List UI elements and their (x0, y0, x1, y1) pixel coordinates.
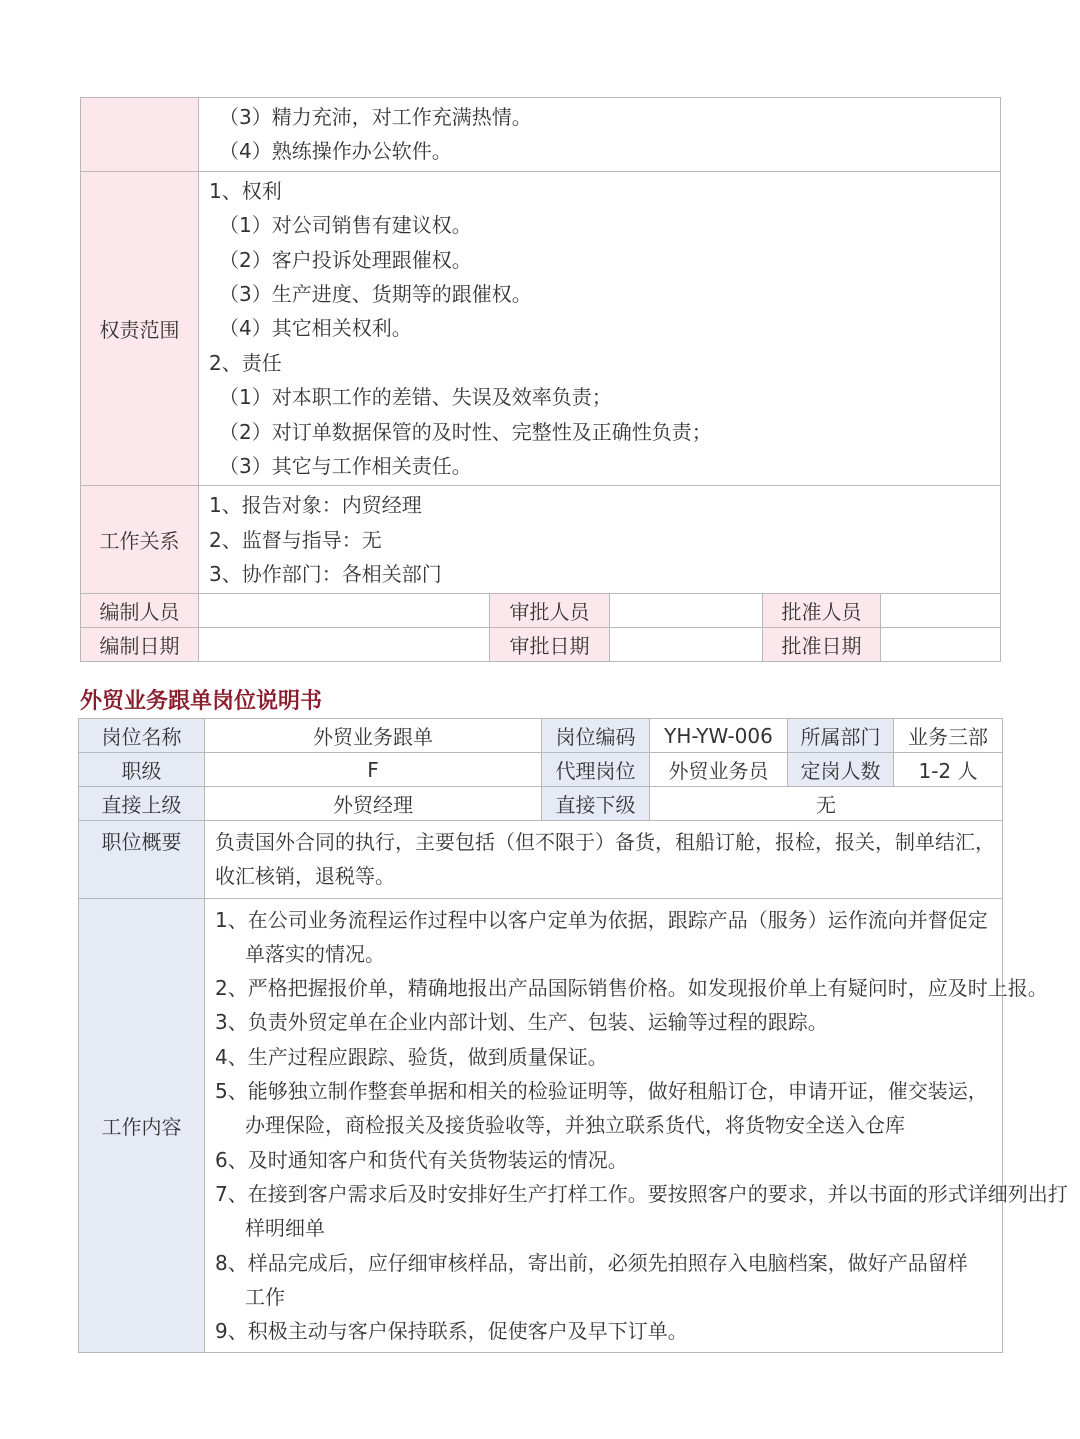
authority-line: （3）生产进度、货期等的跟催权。 (219, 281, 532, 306)
content-line: 5、能够独立制作整套单据和相关的检验证明等，做好租船订仓，申请开证，催交装运， (215, 1079, 988, 1104)
relations-line: 3、协作部门：各相关部门 (209, 562, 442, 587)
deputy-value: 外贸业务员 (650, 753, 788, 787)
authority-line: （2）对订单数据保管的及时性、完整性及正确性负责； (219, 419, 712, 444)
subordinate-value: 无 (650, 787, 1003, 821)
superior-label: 直接上级 (79, 787, 205, 821)
content-line: 3、负责外贸定单在企业内部计划、生产、包装、运输等过程的跟踪。 (215, 1010, 828, 1035)
authority-line: （3）其它与工作相关责任。 (219, 453, 472, 478)
section-title: 外贸业务跟单岗位说明书 (80, 688, 323, 714)
content-line: 单落实的情况。 (245, 941, 385, 966)
relations-line: 1、报告对象：内贸经理 (209, 493, 422, 518)
content-label: 工作内容 (79, 898, 205, 1353)
qualification-line: （4）熟练操作办公软件。 (219, 139, 452, 164)
qualifications-label-cell (81, 98, 199, 172)
headcount-label: 定岗人数 (788, 753, 894, 787)
headcount-value: 1-2 人 (894, 753, 1003, 787)
grade-value: F (205, 753, 542, 787)
prepared-by-value[interactable] (199, 594, 490, 628)
content-line: 9、积极主动与客户保持联系，促使客户及早下订单。 (215, 1319, 688, 1344)
content-line: 办理保险，商检报关及接货验收等，并独立联系货代，将货物安全送入仓库 (245, 1113, 905, 1138)
authority-line: （2）客户投诉处理跟催权。 (219, 247, 472, 272)
content-line: 7、在接到客户需求后及时安排好生产打样工作。要按照客户的要求，并以书面的形式详细列出打 (215, 1181, 1068, 1206)
authority-line: 2、责任 (209, 350, 282, 375)
prepared-by-label: 编制人员 (81, 594, 199, 628)
summary-line: 负责国外合同的执行，主要包括（但不限于）备货，租船订舱，报检，报关，制单结汇， (215, 830, 995, 854)
prepared-date-value[interactable] (199, 628, 490, 662)
authority-label: 权责范围 (81, 171, 199, 486)
subordinate-label: 直接下级 (542, 787, 650, 821)
content-line: 4、生产过程应跟踪、验货，做到质量保证。 (215, 1044, 608, 1069)
grade-label: 职级 (79, 753, 205, 787)
content-line: 工作 (245, 1284, 285, 1309)
superior-value: 外贸经理 (205, 787, 542, 821)
department-label: 所属部门 (788, 719, 894, 753)
position-name-value: 外贸业务跟单 (205, 719, 542, 753)
approved-date-value[interactable] (881, 628, 1001, 662)
approved-by-label: 批准人员 (763, 594, 881, 628)
reviewed-by-label: 审批人员 (490, 594, 610, 628)
content-body (205, 898, 1068, 1353)
qualifications-tail-cell (199, 98, 1001, 172)
prepared-date-label: 编制日期 (81, 628, 199, 662)
relations-label: 工作关系 (81, 486, 199, 594)
position-code-value: YH-YW-006 (650, 719, 788, 753)
content-line: 8、样品完成后，应仔细审核样品，寄出前，必须先拍照存入电脑档案，做好产品留样 (215, 1250, 968, 1275)
position-code-label: 岗位编码 (542, 719, 650, 753)
summary-line: 收汇核销，退税等。 (215, 864, 395, 889)
summary-content (205, 821, 1003, 899)
authority-line: 1、权利 (209, 178, 282, 203)
reviewed-date-value[interactable] (610, 628, 763, 662)
relations-content (199, 486, 1001, 594)
authority-line: （1）对本职工作的差错、失误及效率负责； (219, 385, 612, 410)
qualification-line: （3）精力充沛，对工作充满热情。 (219, 105, 532, 129)
authority-content (199, 171, 1001, 486)
content-line: 6、及时通知客户和货代有关货物装运的情况。 (215, 1147, 628, 1172)
relations-line: 2、监督与指导：无 (209, 527, 382, 552)
deputy-label: 代理岗位 (542, 753, 650, 787)
approved-date-label: 批准日期 (763, 628, 881, 662)
reviewed-by-value[interactable] (610, 594, 763, 628)
department-value: 业务三部 (894, 719, 1003, 753)
reviewed-date-label: 审批日期 (490, 628, 610, 662)
position-name-label: 岗位名称 (79, 719, 205, 753)
content-line: 样明细单 (245, 1216, 325, 1241)
summary-label: 职位概要 (79, 821, 205, 899)
authority-line: （4）其它相关权利。 (219, 316, 412, 341)
authority-line: （1）对公司销售有建议权。 (219, 213, 472, 238)
job-description-table-continued (80, 97, 1001, 662)
content-line: 1、在公司业务流程运作过程中以客户定单为依据，跟踪产品（服务）运作流向并督促定 (215, 907, 988, 932)
approved-by-value[interactable] (881, 594, 1001, 628)
foreign-trade-job-table (78, 718, 1068, 1353)
content-line: 2、严格把握报价单，精确地报出产品国际销售价格。如发现报价单上有疑问时，应及时上报。 (215, 976, 1048, 1001)
